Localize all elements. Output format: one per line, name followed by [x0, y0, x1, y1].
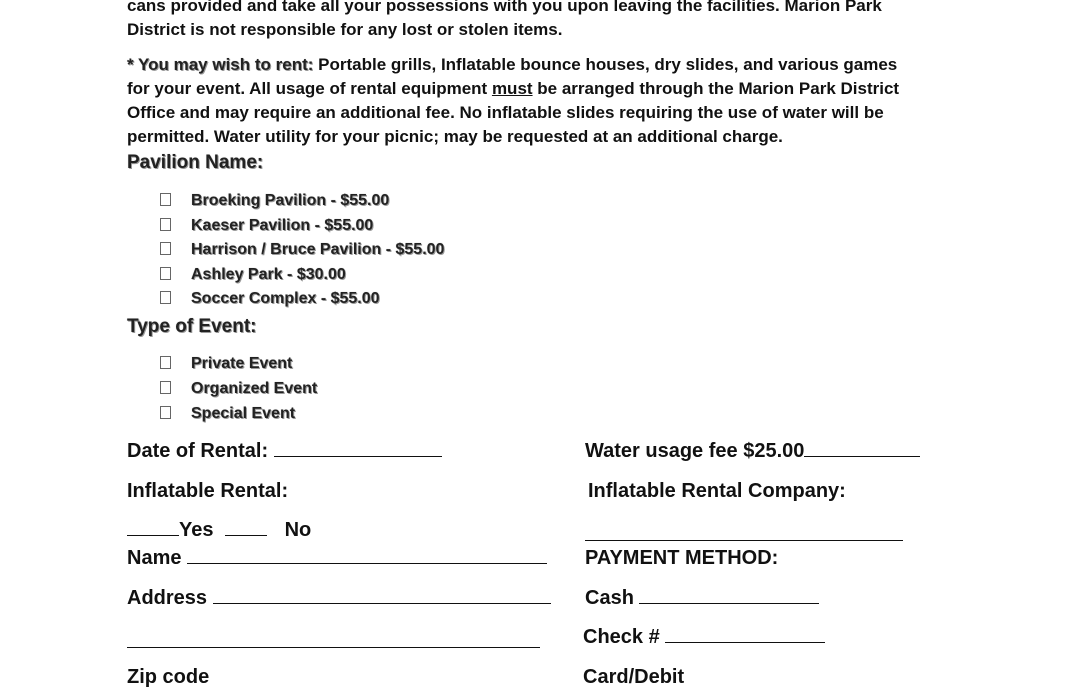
- water-usage-field[interactable]: [585, 440, 920, 463]
- intro-line-2: District is not responsible for any lost or stolen items.: [127, 20, 563, 39]
- address-field[interactable]: [127, 587, 551, 610]
- event-option-special[interactable]: [160, 405, 295, 423]
- pavilion-option-label: Harrison / Bruce Pavilion - $55.00: [191, 241, 445, 258]
- pavilion-option-label: Soccer Complex - $55.00: [191, 290, 380, 307]
- pavilion-option-harrison-bruce[interactable]: [160, 241, 444, 259]
- checkbox[interactable]: [160, 381, 171, 394]
- cash-label: Cash: [585, 587, 634, 609]
- no-input[interactable]: [225, 521, 267, 536]
- checkbox[interactable]: [160, 291, 171, 304]
- rent-note-line-1-text: Portable grills, Inflatable bounce houses, dry slides, and various games: [313, 55, 898, 74]
- zip-code-label: Zip code: [127, 666, 210, 688]
- inflatable-company-input[interactable]: [585, 540, 903, 541]
- checkbox[interactable]: [160, 406, 171, 419]
- event-option-label: Private Event: [191, 355, 293, 372]
- payment-method-label: PAYMENT METHOD:: [585, 547, 779, 569]
- date-of-rental-input[interactable]: [274, 442, 442, 457]
- check-field[interactable]: [583, 626, 825, 649]
- date-of-rental-field[interactable]: [127, 440, 442, 463]
- pavilion-option-broeking[interactable]: [160, 192, 389, 210]
- checkbox[interactable]: [160, 218, 171, 231]
- rent-note-lead: * You may wish to rent:: [127, 55, 314, 74]
- address-label: Address: [127, 587, 208, 609]
- event-option-organized[interactable]: [160, 380, 317, 398]
- check-label: Check #: [583, 626, 660, 648]
- rent-note-line-4: permitted. Water utility for your picnic; may be requested at an additional charge.: [127, 127, 783, 146]
- intro-line-1: cans provided and take all your possessions with you upon leaving the facilities. Marion Park: [127, 0, 882, 15]
- checkbox[interactable]: [160, 242, 171, 255]
- inflatable-yes-no[interactable]: [127, 519, 311, 542]
- address-line-2-input[interactable]: [127, 647, 540, 648]
- pavilion-option-ashley-park[interactable]: [160, 266, 346, 284]
- rent-note-line-2b: be arranged through the Marion Park District: [532, 79, 900, 98]
- rent-note-line-2a: for your event. All usage of rental equipment: [127, 79, 492, 98]
- event-option-label: Special Event: [191, 405, 296, 422]
- pavilion-option-label: Kaeser Pavilion - $55.00: [191, 217, 374, 234]
- checkbox[interactable]: [160, 356, 171, 369]
- event-option-label: Organized Event: [191, 380, 318, 397]
- pavilion-option-label: Broeking Pavilion - $55.00: [191, 192, 390, 209]
- name-field[interactable]: [127, 547, 547, 570]
- rent-note-line-3: Office and may require an additional fee. No inflatable slides requiring the use of water will be: [127, 103, 884, 122]
- rent-note-must: must: [491, 79, 533, 98]
- checkbox[interactable]: [160, 193, 171, 206]
- event-type-heading: Type of Event:: [127, 316, 257, 337]
- date-of-rental-label: Date of Rental:: [127, 440, 269, 462]
- card-debit-label: Card/Debit: [583, 666, 685, 688]
- pavilion-option-soccer-complex[interactable]: [160, 290, 380, 308]
- yes-input[interactable]: [127, 521, 179, 536]
- cash-field[interactable]: [585, 587, 819, 610]
- name-label: Name: [127, 547, 182, 569]
- inflatable-rental-label: Inflatable Rental:: [127, 480, 289, 502]
- check-input[interactable]: [665, 628, 825, 643]
- event-option-private[interactable]: [160, 355, 292, 373]
- cash-input[interactable]: [639, 589, 819, 604]
- checkbox[interactable]: [160, 267, 171, 280]
- inflatable-company-label: Inflatable Rental Company:: [588, 480, 846, 502]
- rent-note-line-2: [127, 77, 899, 101]
- pavilion-heading: Pavilion Name:: [127, 152, 264, 173]
- address-input[interactable]: [213, 589, 551, 604]
- yes-label: Yes: [179, 519, 214, 541]
- water-usage-input[interactable]: [804, 442, 920, 457]
- name-input[interactable]: [187, 549, 547, 564]
- pavilion-option-label: Ashley Park - $30.00: [191, 266, 346, 283]
- water-usage-label: Water usage fee $25.00: [585, 440, 805, 462]
- no-label: No: [284, 519, 312, 541]
- pavilion-option-kaeser[interactable]: [160, 217, 373, 235]
- rent-note-line-1: [127, 53, 897, 77]
